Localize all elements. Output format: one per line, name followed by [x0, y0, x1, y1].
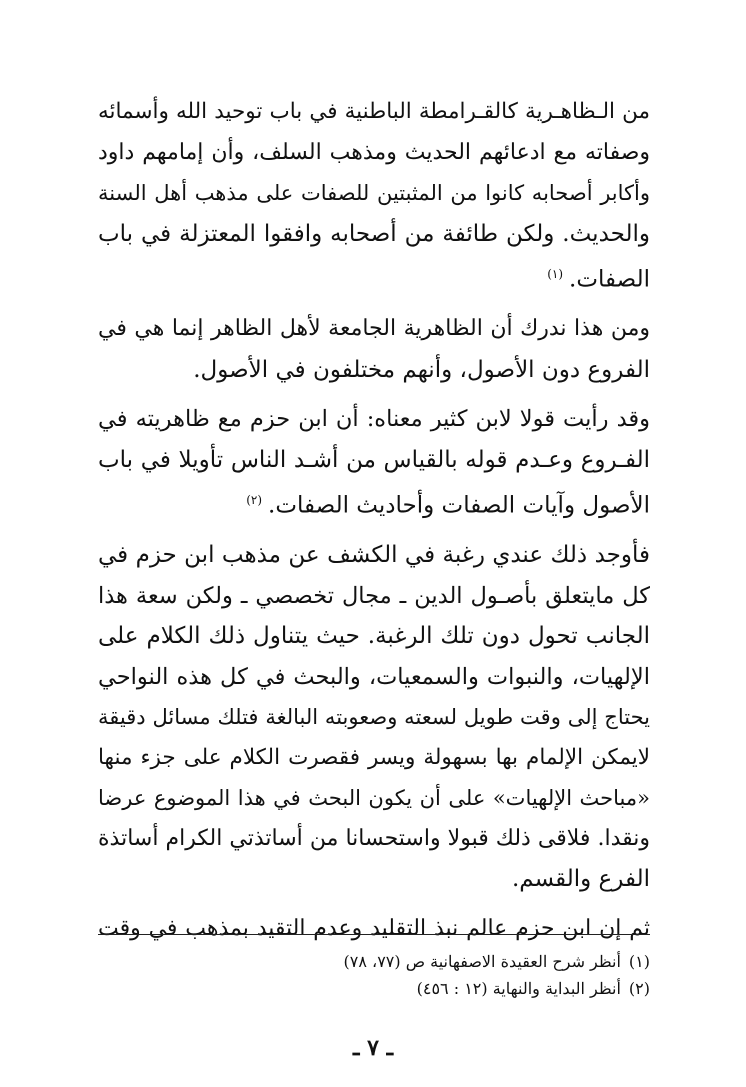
text-line: لايمكن الإلمام بها بسهولة ويسر فقصرت الكلام على جزء منها — [98, 744, 650, 770]
text-line: وقد رأيت قولا لابن كثير معناه: أن ابن حزم مع ظاهريته في — [98, 406, 650, 433]
footnote-item — [98, 948, 650, 975]
text-line: من الـظاهـرية كالقـرامطة الباطنية في باب توحيد الله وأسمائه — [98, 99, 650, 124]
footnote-reference: (٢) — [246, 493, 263, 508]
text-line: ونقدا. فلاقى ذلك قبولا واستحسانا من أساتذتي الكرام أساتذة — [98, 825, 650, 851]
paragraph-2 — [98, 309, 650, 390]
paragraph-5 — [98, 909, 650, 950]
footnote-number: (٢) — [628, 979, 650, 998]
text-line: والحديث. ولكن طائفة من أصحابه وافقوا المعتزلة في باب — [98, 220, 650, 247]
footnote-text: أنظر شرح العقيدة الاصفهانية ص (٧٧، ٧٨) — [343, 952, 621, 971]
text-line: يحتاج إلى وقت طويل لسعته وصعوبته البالغة فتلك مسائل دقيقة — [98, 705, 650, 730]
footnote-text: أنظر البداية والنهاية (١٢ : ٤٥٦) — [416, 979, 621, 998]
text-line: الجانب تحول دون تلك الرغبة. حيث يتناول ذلك الكلام على — [98, 623, 650, 650]
text-line: الفـروع وعـدم قوله بالقياس من أشـد الناس تأويلا في باب — [98, 446, 650, 473]
footnote-reference: (١) — [547, 267, 564, 281]
text-line: الفرع والقسم. — [511, 866, 650, 893]
text-line-with-footnote — [98, 254, 650, 300]
text-line: الصفات. — [569, 266, 650, 293]
body-text — [98, 92, 650, 949]
footnote-item — [98, 975, 650, 1002]
text-line: وصفاته مع ادعائهم الحديث ومذهب السلف، وأن إمامهم داود — [98, 139, 650, 165]
paragraph-3 — [98, 399, 650, 526]
text-line-with-footnote — [98, 480, 650, 526]
text-line: ثم إن ابن حزم عالم نبذ التقليد وعدم التقيد بمذهب في وقت — [98, 915, 650, 941]
page-number: ـ ٧ ـ — [352, 1035, 394, 1061]
text-line: «مباحث الإلهيات» على أن يكون البحث في هذا الموضوع عرضا — [98, 786, 650, 811]
footnote-separator — [98, 934, 650, 935]
text-line: وأكابر أصحابه كانوا من المثبتين للصفات على مذهب أهل السنة — [98, 181, 650, 205]
paragraph-4 — [98, 535, 650, 900]
text-line: ومن هذا ندرك أن الظاهرية الجامعة لأهل الظاهر إنما هي في — [98, 316, 650, 342]
text-line: كل مايتعلق بأصـول الدين ـ مجال تخصصي ـ ولكن سعة هذا — [98, 582, 650, 609]
footnote-number: (١) — [628, 952, 650, 971]
text-line: الإلهيات، والنبوات والسمعيات، والبحث في كل هذه النواحي — [98, 663, 650, 690]
paragraph-1 — [98, 92, 650, 300]
text-line: الفروع دون الأصول، وأنهم مختلفون في الأصول. — [193, 356, 650, 383]
text-line: الأصول وآيات الصفات وأحاديث الصفات. — [268, 492, 650, 519]
text-line: فأوجد ذلك عندي رغبة في الكشف عن مذهب ابن حزم في — [98, 542, 650, 569]
footnotes — [98, 948, 650, 1002]
